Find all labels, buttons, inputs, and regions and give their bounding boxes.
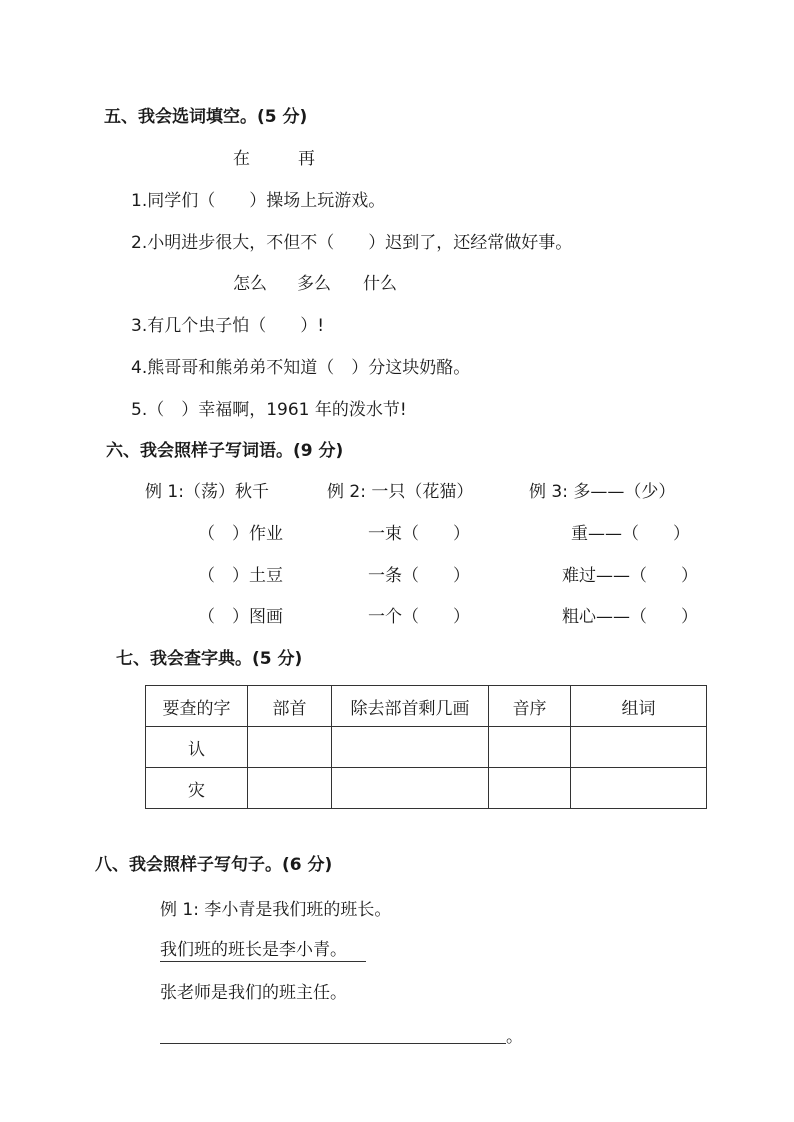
exercise-item: 重——（ ） [571,524,690,544]
word-option: 多么 [297,274,331,294]
word-option: 再 [298,149,315,169]
table-cell[interactable] [489,727,571,768]
exercise-item: （ ）图画 [198,607,283,627]
answer-underline [160,961,366,962]
example-sentence: 例 1: 李小青是我们班的班长。 [160,900,392,920]
table-cell[interactable] [248,768,332,809]
question-item: 4.熊哥哥和熊弟弟不知道（ ）分这块奶酪。 [131,358,471,378]
table-header-cell: 要查的字 [146,686,248,727]
section8-title: 八、我会照样子写句子。(6 分) [95,855,333,875]
question-item: 5.（ ）幸福啊，1961 年的泼水节! [131,400,407,420]
word-option: 什么 [363,274,397,294]
dictionary-table [145,685,707,809]
table-row [146,768,707,809]
example-item: 例 1:（荡）秋千 [145,482,269,502]
prompt-sentence: 张老师是我们的班主任。 [160,983,347,1003]
exercise-item: 一条（ ） [368,566,470,586]
example-item: 例 3: 多——（少） [529,482,676,502]
table-header-cell: 组词 [571,686,707,727]
exercise-item: 一束（ ） [368,524,470,544]
table-row [146,727,707,768]
table-cell: 灾 [146,768,248,809]
example-item: 例 2: 一只（花猫） [327,482,474,502]
end-mark: 。 [506,1027,523,1047]
word-option: 在 [233,149,250,169]
table-cell[interactable] [571,768,707,809]
table-header-row [146,686,707,727]
example-answer: 我们班的班长是李小青。 [160,940,347,960]
question-item: 3.有几个虫子怕（ ）! [131,316,325,336]
table-cell[interactable] [332,768,489,809]
table-cell[interactable] [489,768,571,809]
section5-title: 五、我会选词填空。(5 分) [104,107,308,127]
table-header-cell: 部首 [248,686,332,727]
table-cell[interactable] [571,727,707,768]
table-cell: 认 [146,727,248,768]
table-cell[interactable] [248,727,332,768]
table-cell[interactable] [332,727,489,768]
exercise-item: （ ）土豆 [198,566,283,586]
exercise-item: 粗心——（ ） [562,607,698,627]
section6-title: 六、我会照样子写词语。(9 分) [106,441,344,461]
exercise-item: 一个（ ） [368,607,470,627]
word-option: 怎么 [233,274,267,294]
answer-blank-line[interactable] [160,1043,506,1044]
exercise-item: （ ）作业 [198,524,283,544]
section7-title: 七、我会查字典。(5 分) [116,649,303,669]
question-item: 2.小明进步很大，不但不（ ）迟到了，还经常做好事。 [131,233,573,253]
table-header-cell: 除去部首剩几画 [332,686,489,727]
table-header-cell: 音序 [489,686,571,727]
question-item: 1.同学们（ ）操场上玩游戏。 [131,191,386,211]
exercise-item: 难过——（ ） [562,566,698,586]
